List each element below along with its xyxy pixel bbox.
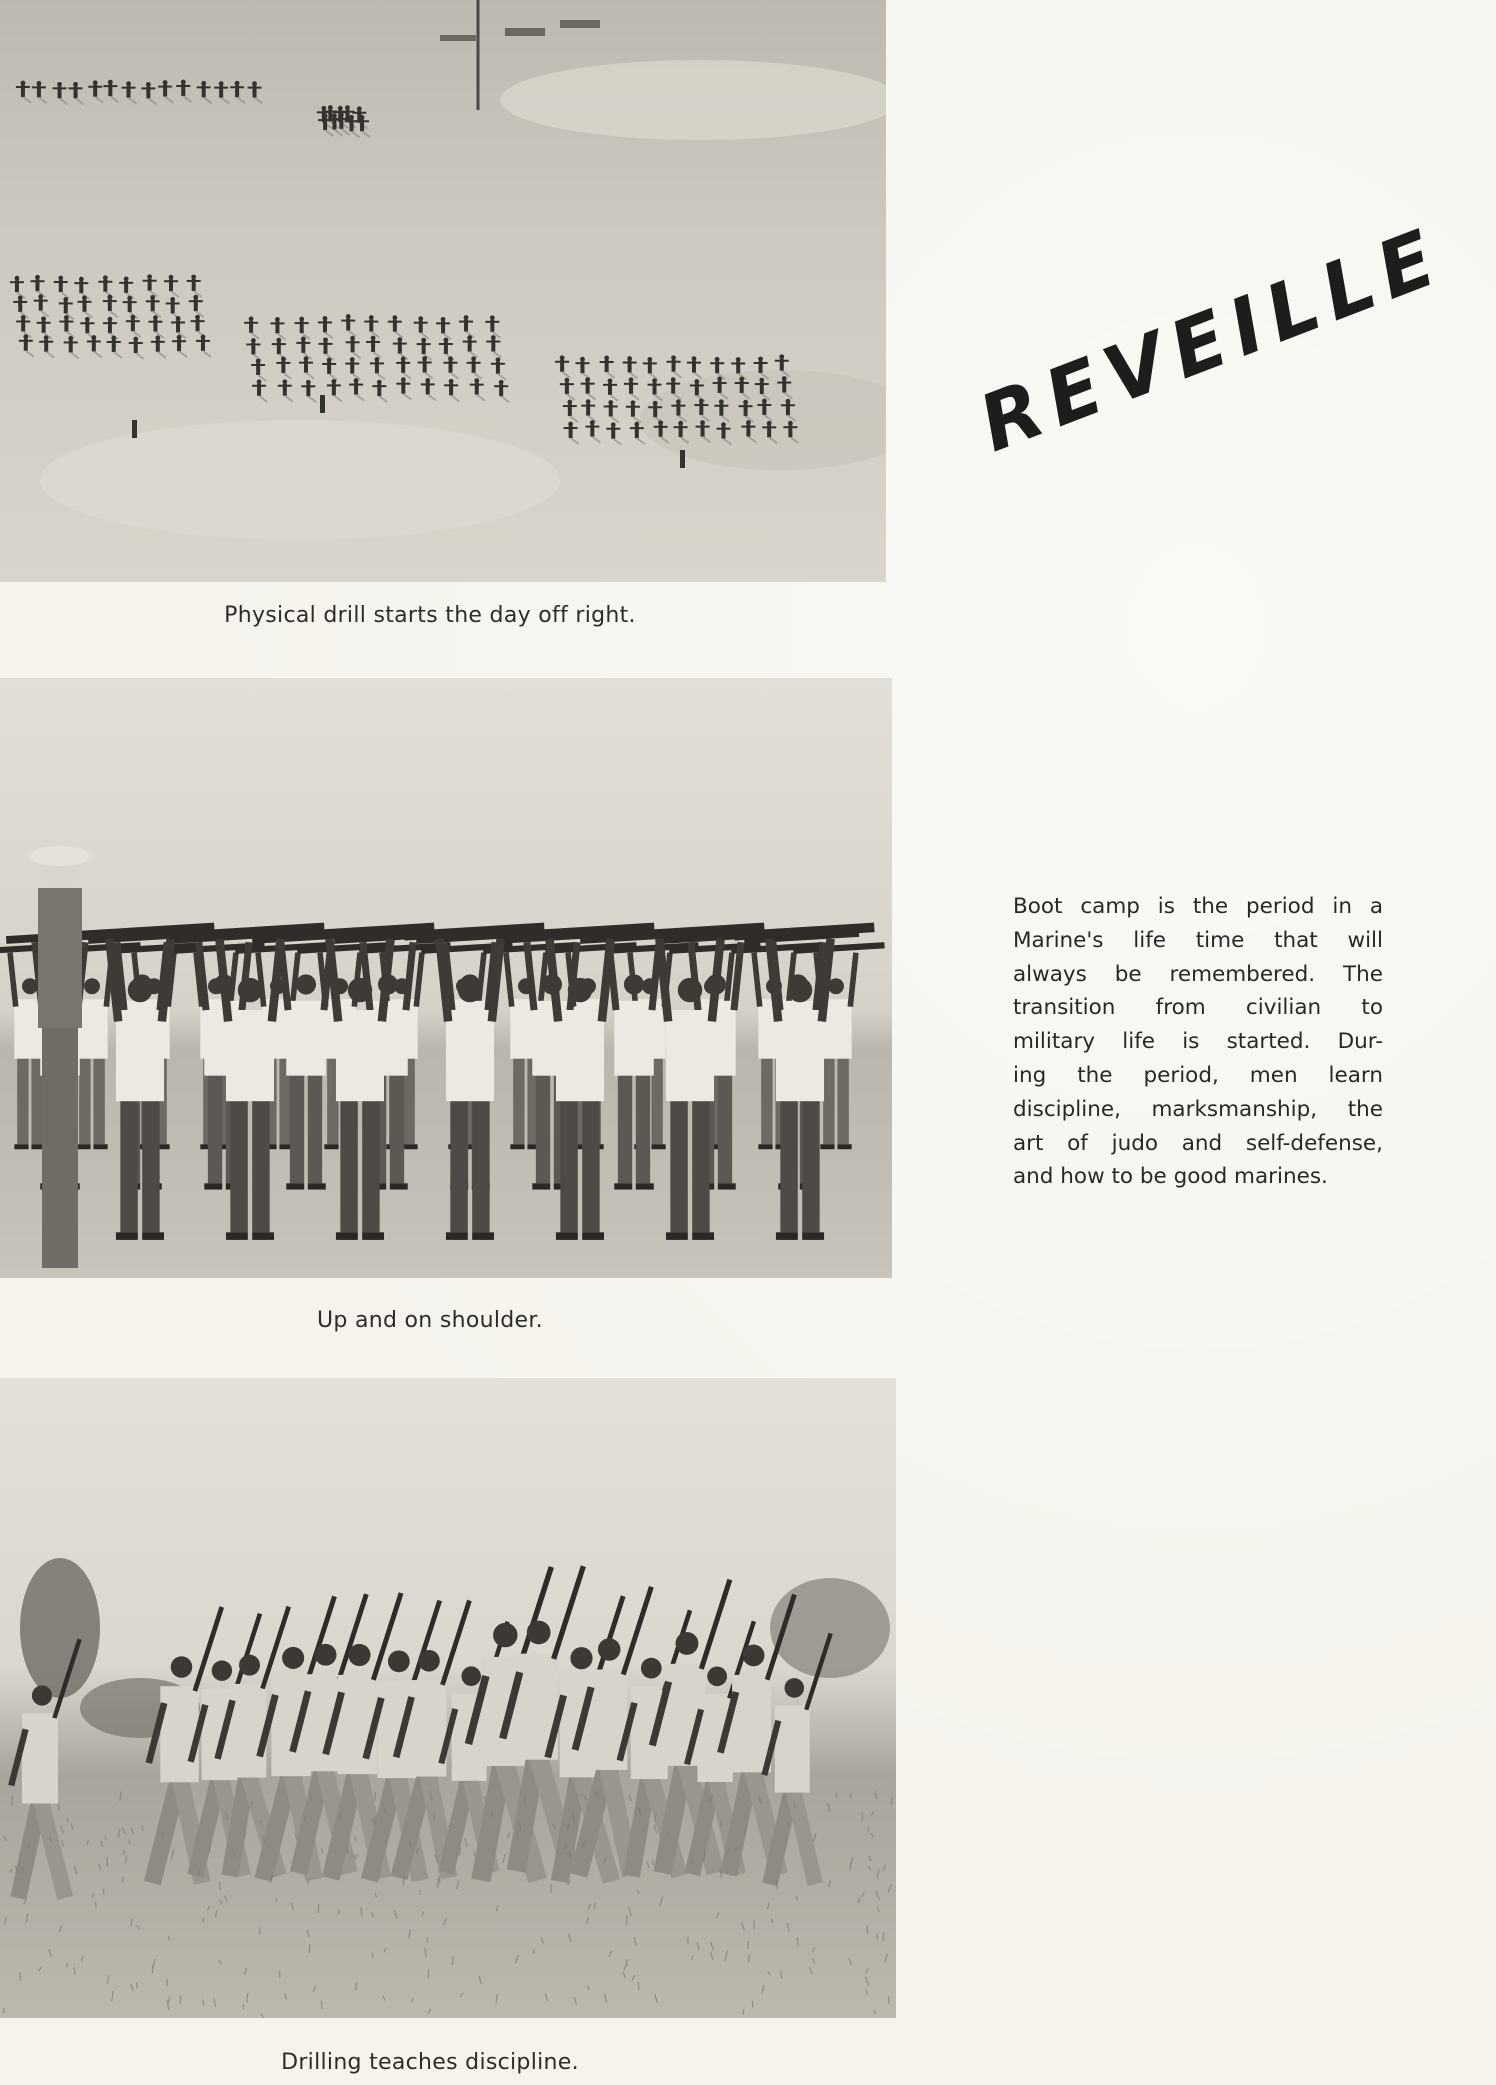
body-paragraph xyxy=(1013,890,1383,1194)
body-line: Marine's life time that will xyxy=(1013,927,1383,953)
body-line: ing the period, men learn xyxy=(1013,1062,1383,1088)
body-line: transition from civilian to xyxy=(1013,995,1383,1021)
body-line: always be remembered. The xyxy=(1013,961,1383,987)
photo-physical-drill xyxy=(0,0,886,582)
photo-marching-drill xyxy=(0,1378,896,2018)
body-line: discipline, marksmanship, the xyxy=(1013,1096,1383,1122)
caption-physical-drill: Physical drill starts the day off right. xyxy=(224,603,636,628)
body-line: art of judo and self-defense, xyxy=(1013,1130,1383,1156)
caption-drilling-discipline: Drilling teaches discipline. xyxy=(281,2050,579,2075)
body-line: and how to be good marines. xyxy=(1013,1164,1328,1190)
body-line: Boot camp is the period in a xyxy=(1013,894,1383,919)
photo-rifle-exercise xyxy=(0,678,892,1278)
body-line: military life is started. Dur- xyxy=(1013,1029,1383,1055)
page-title: REVEILLE xyxy=(967,210,1457,470)
caption-up-and-on-shoulder: Up and on shoulder. xyxy=(317,1308,543,1333)
